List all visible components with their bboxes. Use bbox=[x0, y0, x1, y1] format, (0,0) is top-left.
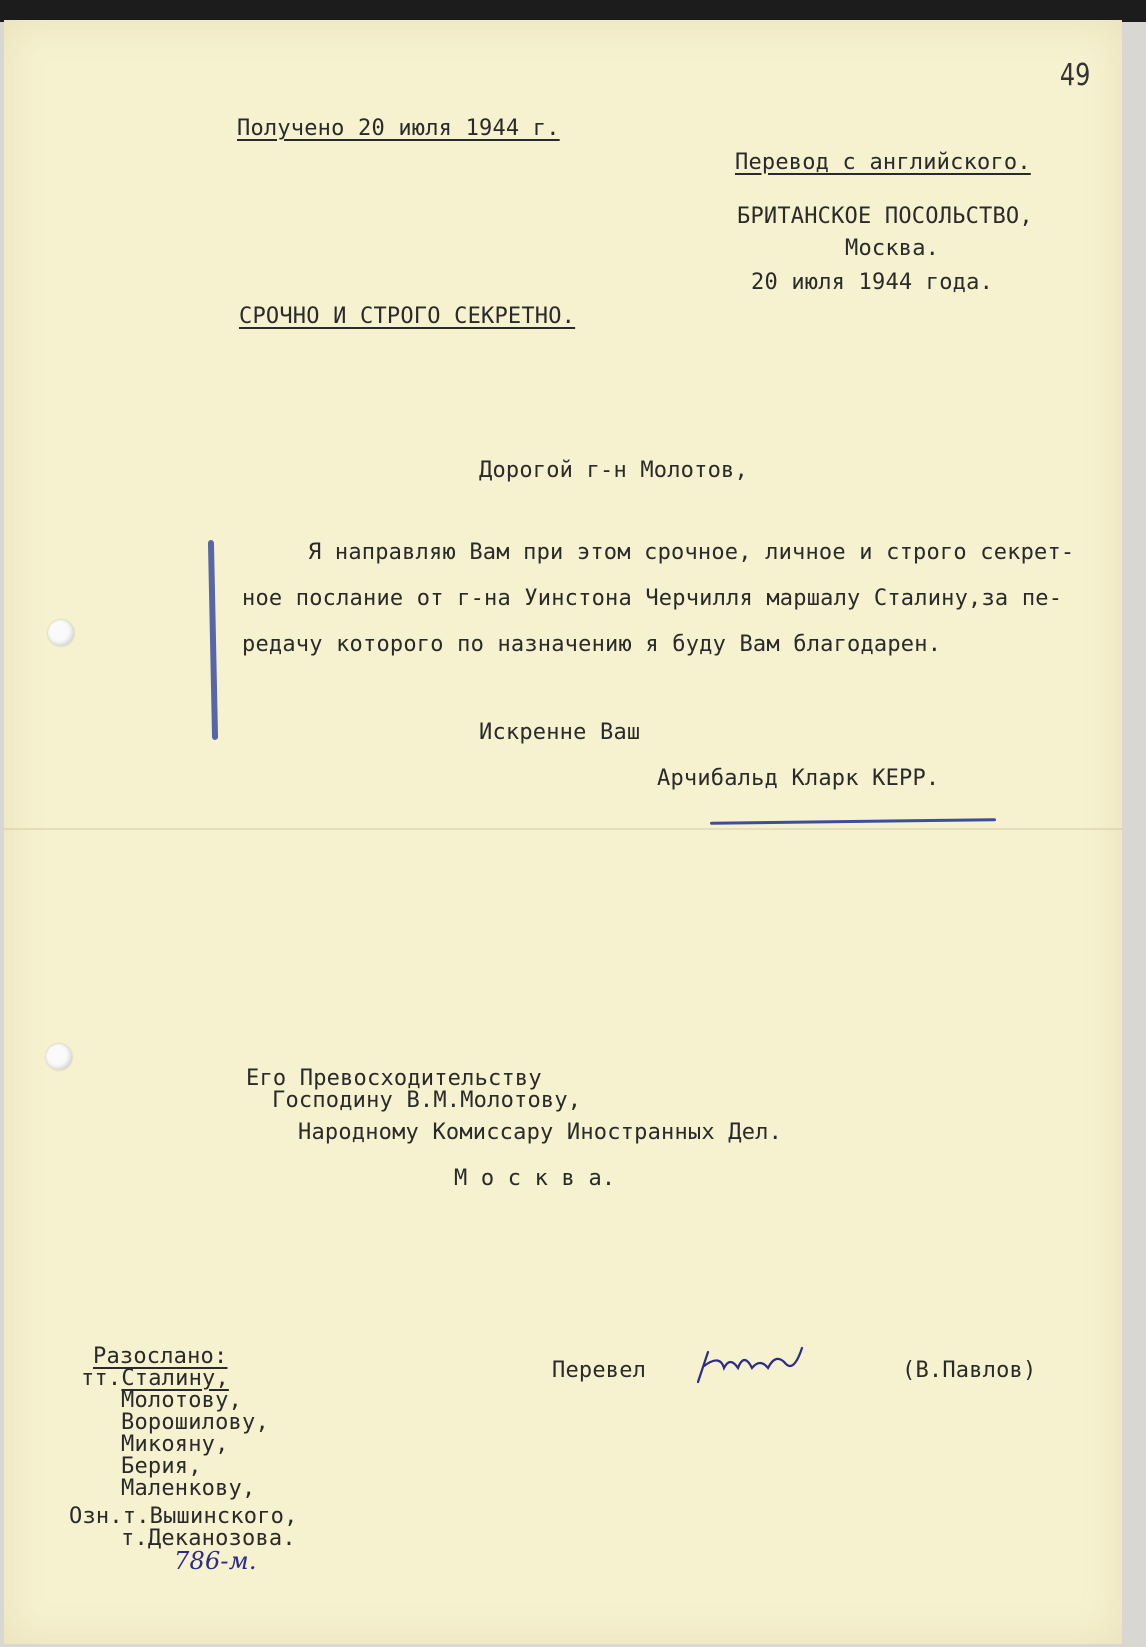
address-line-3: Народному Комиссару Иностранных Дел. bbox=[298, 1120, 783, 1145]
address-line-1: Его Превосходительству bbox=[246, 1066, 542, 1091]
translator-signature-scribble bbox=[694, 1338, 814, 1388]
salutation: Дорогой г-н Молотов, bbox=[479, 458, 748, 483]
punch-hole-top bbox=[48, 620, 74, 646]
recipient-stalin: Сталину, bbox=[121, 1366, 229, 1391]
oz-line-1: Озн.т.Вышинского, bbox=[69, 1504, 298, 1529]
distribution-prefix: тт. bbox=[81, 1366, 122, 1391]
recipient-mikoyan: Микояну, bbox=[121, 1432, 229, 1457]
page-number: 49 bbox=[1059, 58, 1091, 93]
translator-label: Перевел bbox=[552, 1358, 647, 1383]
body-line-3: редачу которого по назначению я буду Вам благодарен. bbox=[242, 632, 942, 657]
received-stamp: Получено 20 июля 1944 г. bbox=[237, 116, 560, 141]
address-line-2: Господину В.М.Молотову, bbox=[272, 1088, 582, 1113]
reference-number: 786-м. bbox=[174, 1547, 257, 1575]
body-line-1: Я направляю Вам при этом срочное, личное и строго секрет- bbox=[308, 540, 1075, 565]
sender-org: БРИТАНСКОЕ ПОСОЛЬСТВО, bbox=[737, 204, 1033, 229]
body-line-2: ное послание от г-на Уинстона Черчилля маршалу Сталину,за пе- bbox=[242, 586, 1063, 611]
scan-top-edge bbox=[0, 0, 1146, 22]
translator-name: (В.Павлов) bbox=[902, 1358, 1037, 1383]
recipient-molotov: Молотову, bbox=[121, 1388, 243, 1413]
classification: СРОЧНО И СТРОГО СЕКРЕТНО. bbox=[239, 304, 576, 329]
translation-note: Перевод с английского. bbox=[735, 150, 1031, 175]
signature-name: Арчибальд Кларк КЕРР. bbox=[657, 766, 940, 791]
recipient-beria: Берия, bbox=[121, 1454, 202, 1479]
margin-pencil-mark bbox=[208, 540, 218, 740]
recipient-malenkov: Маленкову, bbox=[121, 1476, 256, 1501]
punch-hole-bottom bbox=[46, 1044, 72, 1070]
paper-fold bbox=[4, 828, 1122, 830]
document-page bbox=[4, 20, 1122, 1644]
sender-date: 20 июля 1944 года. bbox=[751, 270, 994, 295]
address-line-4: М о с к в а. bbox=[454, 1166, 616, 1191]
sender-city: Москва. bbox=[845, 236, 940, 261]
recipient-voroshilov: Ворошилову, bbox=[121, 1410, 269, 1435]
signature-underline bbox=[710, 818, 996, 824]
oz-line-2: т.Деканозова. bbox=[121, 1526, 296, 1551]
distribution-heading: Разослано: bbox=[93, 1344, 228, 1369]
closing: Искренне Ваш bbox=[479, 720, 641, 745]
